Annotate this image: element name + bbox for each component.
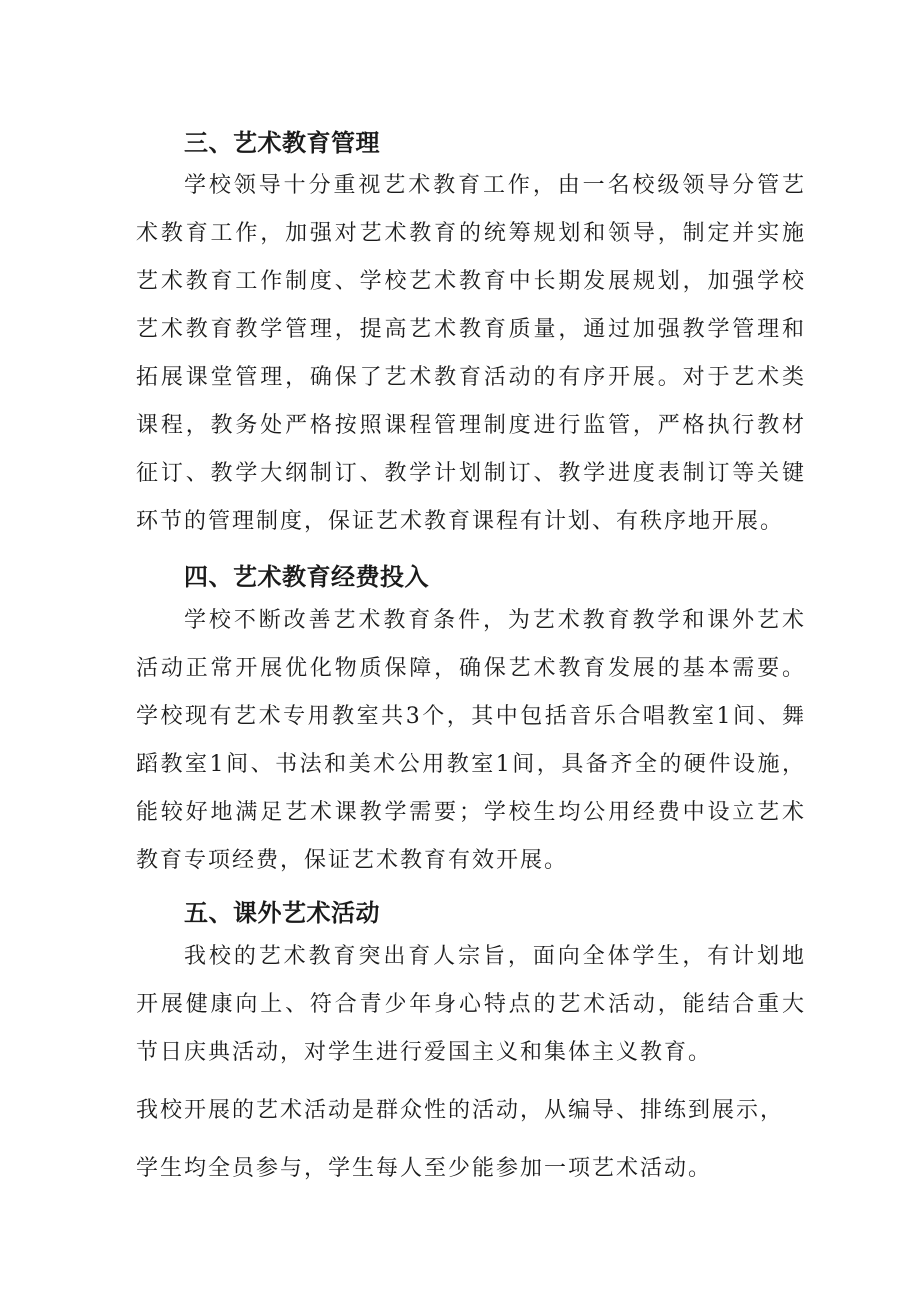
trailing-line-2: 学生均全员参与，学生每人至少能参加一项艺术活动。 xyxy=(136,1156,713,1181)
section-heading-extracurricular-art-activities: 五、课外艺术活动 xyxy=(184,899,380,927)
trailing-line-1: 我校开展的艺术活动是群众性的活动，从编导、排练到展示， xyxy=(136,1098,785,1123)
section-paragraph-extracurricular-art-activities: 我校的艺术教育突出育人宗旨，面向全体学生，有计划地开展健康向上、符合青少年身心特点的艺术活动，能结合重大节日庆典活动，对学生进行爱国主义和集体主义教育。 xyxy=(136,944,806,1065)
section-paragraph-art-education-funding: 学校不断改善艺术教育条件，为艺术教育教学和课外艺术活动正常开展优化物质保障，确保艺术教育发展的基本需要。学校现有艺术专用教室共3个，其中包括音乐合唱教室1间、舞蹈教室1间、书法和美术公用教室1间，具备齐全的硬件设施，能较好地满足艺术课教学需要；学校生均公用经费中设立艺术教育专项经费，保证艺术教育有效开展。 xyxy=(136,608,806,873)
section-heading-art-education-funding: 四、艺术教育经费投入 xyxy=(184,563,429,591)
section-paragraph-art-education-management: 学校领导十分重视艺术教育工作，由一名校级领导分管艺术教育工作，加强对艺术教育的统筹规划和领导，制定并实施艺术教育工作制度、学校艺术教育中长期发展规划，加强学校艺术教育教学管理，提高艺术教育质量，通过加强教学管理和拓展课堂管理，确保了艺术教育活动的有序开展。对于艺术类课程，教务处严格按照课程管理制度进行监管，严格执行教材征订、教学大纲制订、教学计划制订、教学进度表制订等关键环节的管理制度，保证艺术教育课程有计划、有秩序地开展。 xyxy=(136,173,806,534)
section-heading-art-education-management: 三、艺术教育管理 xyxy=(184,129,380,157)
